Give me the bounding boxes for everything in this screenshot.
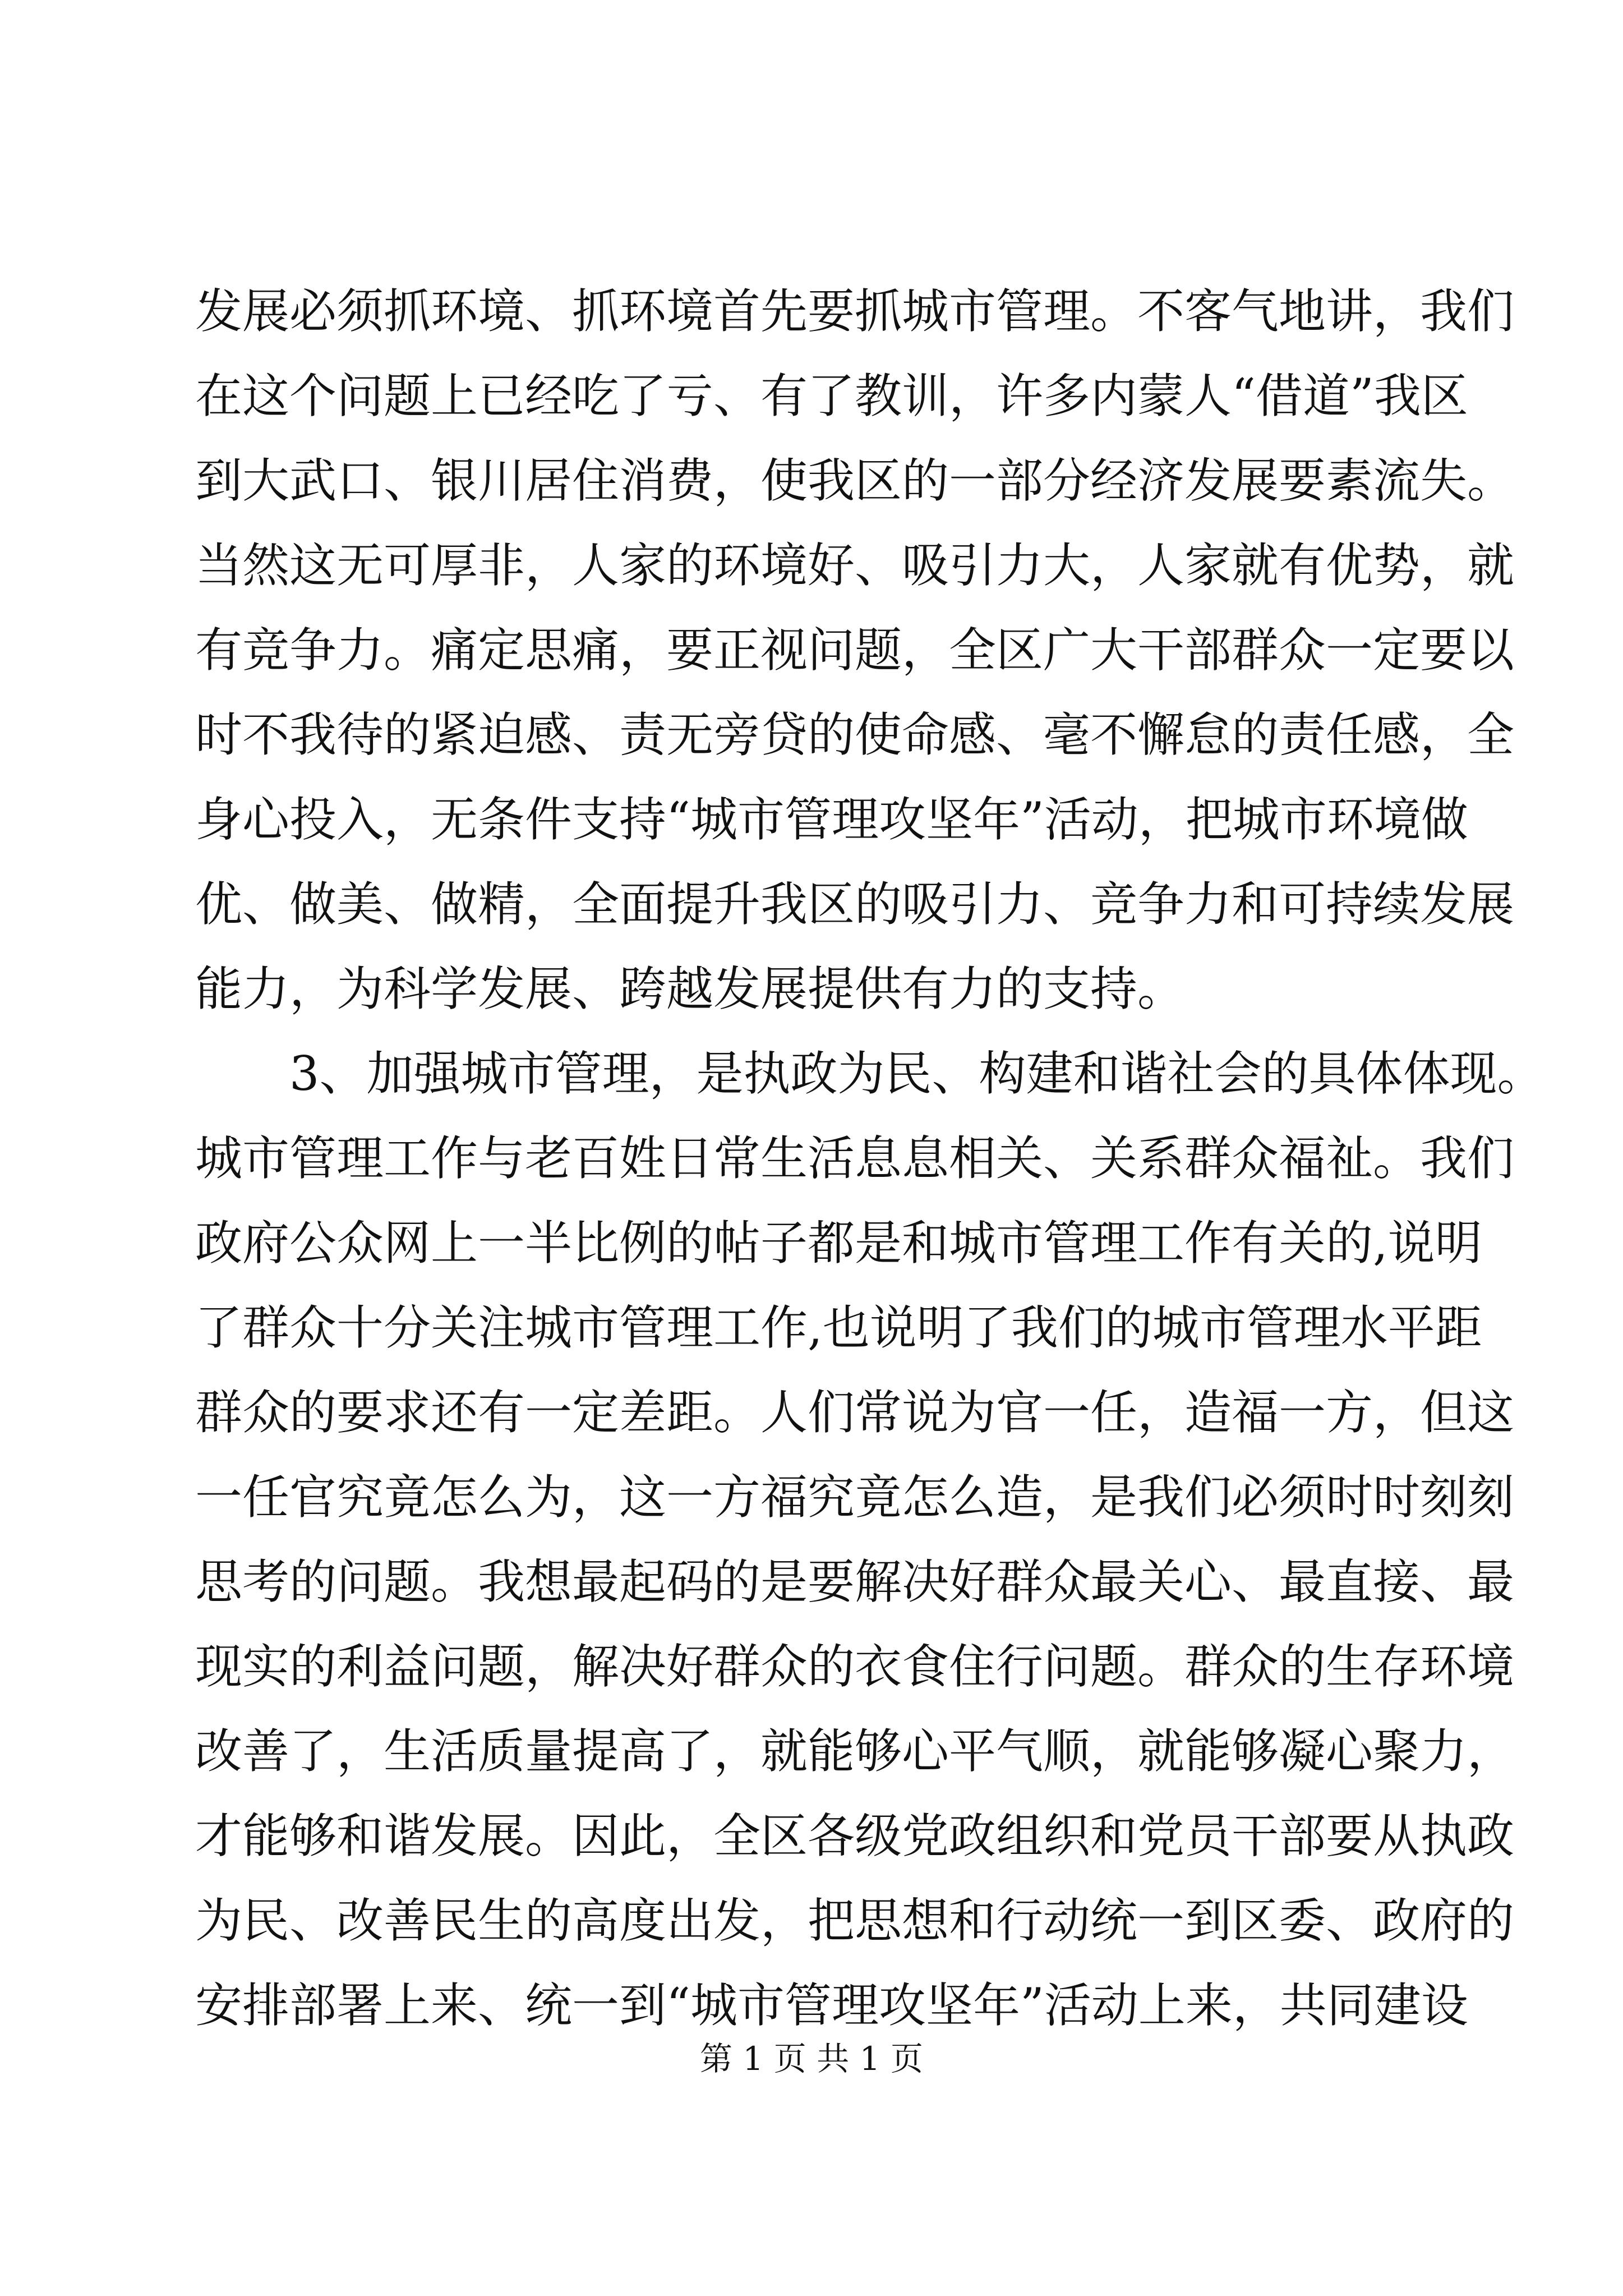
text-line: 能力，为科学发展、跨越发展提供有力的支持。: [195, 961, 1185, 1016]
text-line: 现实的利益问题，解决好群众的衣食住行问题。群众的生存环境: [195, 1639, 1515, 1694]
text-line: 为民、改善民生的高度出发，把思想和行动统一到区委、政府的: [195, 1893, 1515, 1948]
text-line: 有竞争力。痛定思痛，要正视问题，全区广大干部群众一定要以: [195, 623, 1515, 678]
text-line: 了群众十分关注城市管理工作,也说明了我们的城市管理水平距: [195, 1300, 1482, 1355]
paragraph-first-line: 3、加强城市管理，是执政为民、构建和谐社会的具体体现。: [289, 1046, 1544, 1101]
text-line: 一任官究竟怎么为，这一方福究竟怎么造，是我们必须时时刻刻: [195, 1470, 1515, 1525]
text-line: 才能够和谐发展。因此，全区各级党政组织和党员干部要从执政: [195, 1809, 1515, 1864]
text-line: 优、做美、做精，全面提升我区的吸引力、竞争力和可持续发展: [195, 877, 1515, 932]
text-line: 安排部署上来、统一到“城市管理攻坚年”活动上来，共同建设: [195, 1978, 1468, 2033]
text-line: 在这个问题上已经吃了亏、有了教训，许多内蒙人“借道”我区: [195, 369, 1468, 424]
text-line: 当然这无可厚非，人家的环境好、吸引力大，人家就有优势，就: [195, 538, 1515, 593]
text-line: 改善了，生活质量提高了，就能够心平气顺，就能够凝心聚力，: [195, 1724, 1515, 1779]
text-line: 群众的要求还有一定差距。人们常说为官一任，造福一方，但这: [195, 1385, 1515, 1440]
text-line: 政府公众网上一半比例的帖子都是和城市管理工作有关的,说明: [195, 1216, 1482, 1271]
text-line: 思考的问题。我想最起码的是要解决好群众最关心、最直接、最: [195, 1554, 1515, 1609]
page-footer: 第 1 页 共 1 页: [700, 2040, 923, 2078]
text-line: 城市管理工作与老百姓日常生活息息相关、关系群众福祉。我们: [195, 1131, 1515, 1186]
text-line: 时不我待的紧迫感、责无旁贷的使命感、毫不懈怠的责任感，全: [195, 707, 1515, 762]
body-text: [195, 269, 1544, 2048]
text-line: 到大武口、银川居住消费，使我区的一部分经济发展要素流失。: [195, 453, 1515, 508]
text-line: 身心投入，无条件支持“城市管理攻坚年”活动，把城市环境做: [195, 792, 1468, 847]
text-line: 发展必须抓环境、抓环境首先要抓城市管理。不客气地讲，我们: [195, 284, 1515, 339]
